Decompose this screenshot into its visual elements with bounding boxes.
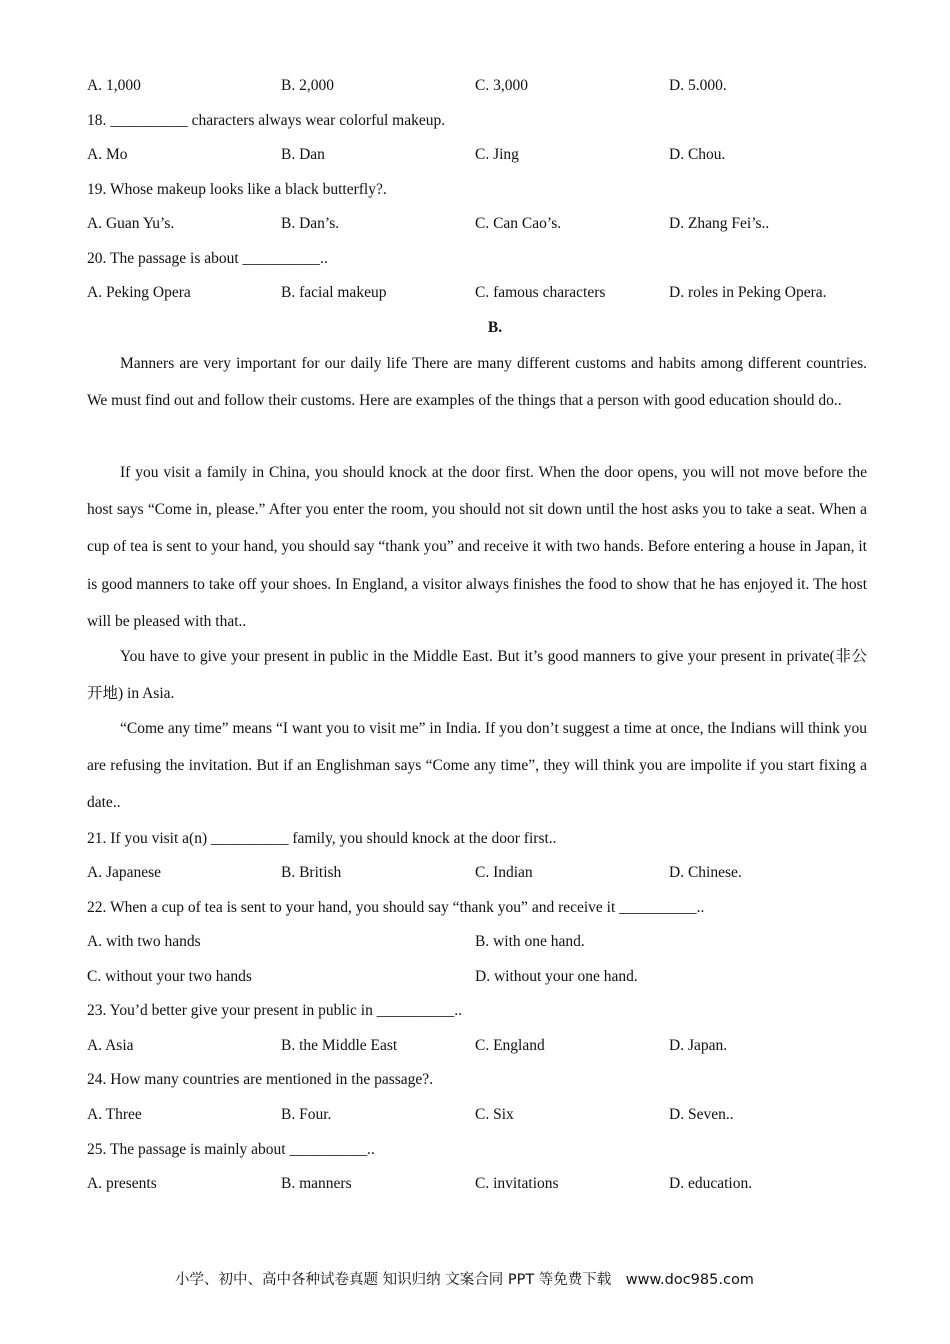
q23-stem: 23. You’d better give your present in public in __________.. <box>87 1002 462 1019</box>
q25-option-b: B. manners <box>281 1175 352 1192</box>
q20-options <box>87 283 877 303</box>
q18-stem: 18. __________ characters always wear colorful makeup. <box>87 112 446 129</box>
q19-option-b: B. Dan’s. <box>281 215 340 232</box>
passage-paragraph-1: Manners are very important for our daily life There are many different customs and habits among different countries. We must find out and follow their customs. Here are examples of the things that a person with good education should do.. <box>87 355 867 410</box>
q24-option-b: B. Four. <box>281 1106 332 1123</box>
passage-paragraph-3: You have to give your present in public in the Middle East. But it’s good manners to give your present in private(非公开地) in Asia. <box>87 648 867 703</box>
q23-options <box>87 1036 877 1056</box>
q24-option-d: D. Seven.. <box>669 1106 734 1123</box>
q23-option-d: D. Japan. <box>669 1037 728 1054</box>
q25-option-c: C. invitations <box>475 1175 559 1192</box>
q25-option-a: A. presents <box>87 1175 157 1192</box>
q18-options <box>87 145 877 165</box>
passage-paragraph-4: “Come any time” means “I want you to visit me” in India. If you don’t suggest a time at once, the Indians will think you are refusing the invitation. But if an Englishman says “Come any time”, they will think you are impolite if you start fixing a date.. <box>87 720 867 812</box>
q20-option-b: B. facial makeup <box>281 284 387 301</box>
passage-paragraph-2: If you visit a family in China, you should knock at the door first. When the door opens, you will not move before the host says “Come in, please.” After you enter the room, you should not sit down until the host asks you to take a seat. When a cup of tea is sent to your hand, you should say “thank you” and receive it with two hands. Before entering a house in Japan, it is good manners to take off your shoes. In England, a visitor always finishes the food to show that he has enjoyed it. The host will be pleased with that.. <box>87 464 867 630</box>
q17-option-b: B. 2,000 <box>281 77 334 94</box>
q25-option-d: D. education. <box>669 1175 753 1192</box>
section-b-heading: B. <box>487 319 503 336</box>
q22-option-c: C. without your two hands <box>87 968 252 985</box>
q23-option-b: B. the Middle East <box>281 1037 398 1054</box>
q18-option-a: A. Mo <box>87 146 128 163</box>
q20-option-c: C. famous characters <box>475 284 606 301</box>
q21-option-a: A. Japanese <box>87 864 162 881</box>
q23-option-a: A. Asia <box>87 1037 134 1054</box>
q17-option-d: D. 5.000. <box>669 77 727 94</box>
q24-option-c: C. Six <box>475 1106 514 1123</box>
q18-option-c: C. Jing <box>475 146 519 163</box>
q17-option-a: A. 1,000 <box>87 77 141 94</box>
q20-stem: 20. The passage is about __________.. <box>87 250 328 267</box>
footer-text: 小学、初中、高中各种试卷真题 知识归纳 文案合同 PPT 等免费下载 www.doc985.com <box>175 1272 754 1288</box>
q19-option-a: A. Guan Yu’s. <box>87 215 175 232</box>
q18-option-b: B. Dan <box>281 146 325 163</box>
q22-options-row-1 <box>87 932 877 952</box>
q24-option-a: A. Three <box>87 1106 142 1123</box>
q19-option-c: C. Can Cao’s. <box>475 215 562 232</box>
q19-options <box>87 214 877 234</box>
q23-option-c: C. England <box>475 1037 545 1054</box>
q24-stem: 24. How many countries are mentioned in the passage?. <box>87 1071 434 1088</box>
q20-option-a: A. Peking Opera <box>87 284 191 301</box>
q17-option-c: C. 3,000 <box>475 77 528 94</box>
q18-option-d: D. Chou. <box>669 146 726 163</box>
q17-options <box>87 76 877 96</box>
q22-option-b: B. with one hand. <box>475 933 585 950</box>
q21-option-c: C. Indian <box>475 864 533 881</box>
q25-options <box>87 1174 877 1194</box>
q21-stem: 21. If you visit a(n) __________ family, you should knock at the door first.. <box>87 830 557 847</box>
q21-option-d: D. Chinese. <box>669 864 742 881</box>
q21-option-b: B. British <box>281 864 342 881</box>
q22-stem: 22. When a cup of tea is sent to your hand, you should say “thank you” and receive it __________.. <box>87 899 705 916</box>
q22-option-d: D. without your one hand. <box>475 968 638 985</box>
q19-stem: 19. Whose makeup looks like a black butterfly?. <box>87 181 387 198</box>
q19-option-d: D. Zhang Fei’s.. <box>669 215 770 232</box>
q22-option-a: A. with two hands <box>87 933 201 950</box>
q25-stem: 25. The passage is mainly about __________.. <box>87 1141 375 1158</box>
q22-options-row-2 <box>87 967 877 987</box>
q20-option-d: D. roles in Peking Opera. <box>669 284 827 301</box>
q24-options <box>87 1105 877 1125</box>
q21-options <box>87 863 877 883</box>
